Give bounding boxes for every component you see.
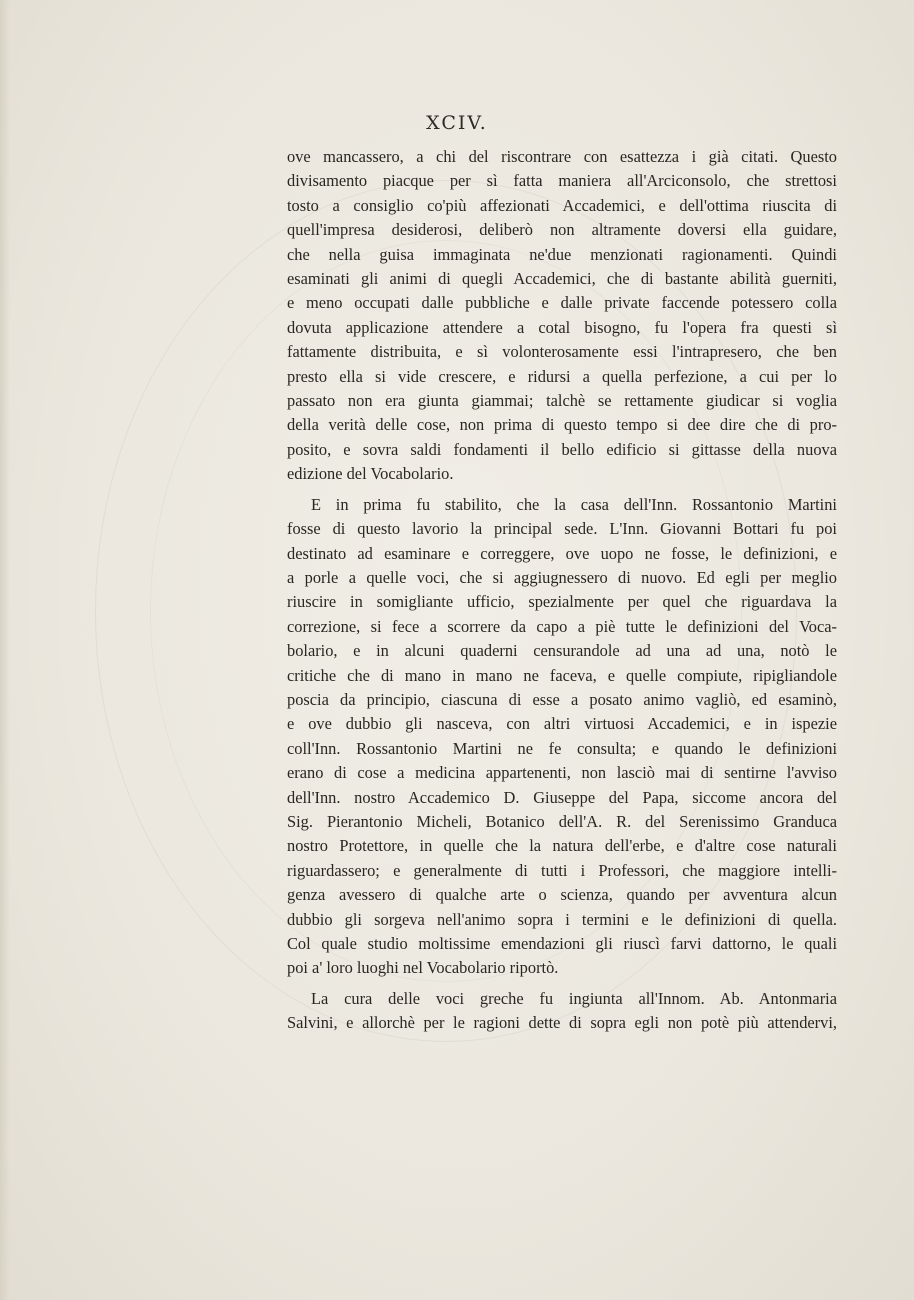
text-line: e ove dubbio gli nasceva, con altri virtuosi Accademici, e in ispezie bbox=[287, 714, 837, 734]
text-line: fosse di questo lavorio la principal sede. L'Inn. Giovanni Bottari fu poi bbox=[287, 519, 837, 539]
text-line: riguardassero; e generalmente di tutti i Professori, che maggiore intelli- bbox=[287, 860, 837, 880]
text-line: nostro Protettore, in quelle che la natura dell'erbe, e d'altre cose naturali bbox=[287, 836, 837, 856]
text-line: Salvini, e allorchè per le ragioni dette di sopra egli non potè più attendervi, bbox=[287, 1013, 837, 1033]
text-line: passato non era giunta giammai; talchè se rettamente giudicar si voglia bbox=[287, 391, 837, 411]
text-line: esaminati gli animi di quegli Accademici, che di bastante abilità guerniti, bbox=[287, 269, 837, 289]
text-line: posito, e sovra saldi fondamenti il bello edificio si gittasse della nuova bbox=[287, 439, 837, 459]
text-line: fattamente distribuita, e sì volonterosamente essi l'intrapresero, che ben bbox=[287, 342, 837, 362]
text-line: ove mancassero, a chi del riscontrare con esattezza i già citati. Questo bbox=[287, 147, 837, 166]
body-text bbox=[287, 145, 837, 1042]
text-line: della verità delle cose, non prima di questo tempo si dee dire che di pro- bbox=[287, 415, 837, 435]
page-edge-shadow bbox=[0, 0, 10, 1300]
text-line: dubbio gli sorgeva nell'animo sopra i termini e le definizioni di quella. bbox=[287, 909, 837, 929]
text-line: bolario, e in alcuni quaderni censurandole ad una ad una, notò le bbox=[287, 641, 837, 661]
text-line: presto ella si vide crescere, e ridursi a quella perfezione, a cui per lo bbox=[287, 366, 837, 386]
text-line: riuscire in somigliante ufficio, spezialmente per quel che riguardava la bbox=[287, 592, 837, 612]
text-line: dell'Inn. nostro Accademico D. Giuseppe del Papa, siccome ancora del bbox=[287, 787, 837, 807]
text-line: destinato ad esaminare e correggere, ove uopo ne fosse, le definizioni, e bbox=[287, 543, 837, 563]
text-line: E in prima fu stabilito, che la casa dell'Inn. Rossantonio Martini bbox=[311, 494, 837, 514]
paragraph-3 bbox=[287, 987, 837, 1036]
text-line: quell'impresa desiderosi, deliberò non altramente doversi ella guidare, bbox=[287, 220, 837, 240]
text-line: e meno occupati dalle pubbliche e dalle private faccende potessero colla bbox=[287, 293, 837, 313]
text-line: poi a' loro luoghi nel Vocabolario riportò. bbox=[287, 958, 559, 978]
text-line: erano di cose a medicina appartenenti, non lasciò mai di sentirne l'avviso bbox=[287, 763, 837, 783]
page-number-header: XCIV. bbox=[426, 112, 488, 134]
text-line: correzione, si fece a scorrere da capo a piè tutte le definizioni del Voca- bbox=[287, 616, 837, 636]
text-line: poscia da principio, ciascuna di esse a posato animo vagliò, ed esaminò, bbox=[287, 689, 837, 709]
paragraph-1 bbox=[287, 145, 837, 487]
text-line: coll'Inn. Rossantonio Martini ne fe consulta; e quando le definizioni bbox=[287, 738, 837, 758]
text-line: tosto a consiglio co'più affezionati Accademici, e dell'ottima riuscita di bbox=[287, 195, 837, 215]
text-line: La cura delle voci greche fu ingiunta all'Innom. Ab. Antonmaria bbox=[311, 988, 837, 1008]
text-line: Col quale studio moltissime emendazioni gli riuscì farvi dattorno, le quali bbox=[287, 934, 837, 953]
text-line: critiche che di mano in mano ne faceva, e quelle compiute, ripigliandole bbox=[287, 665, 837, 685]
text-line: dovuta applicazione attendere a cotal bisogno, fu l'opera fra questi sì bbox=[287, 317, 837, 337]
text-line: Sig. Pierantonio Micheli, Botanico dell'A. R. del Serenissimo Granduca bbox=[287, 811, 837, 831]
paragraph-2 bbox=[287, 493, 837, 981]
text-line: edizione del Vocabolario. bbox=[287, 464, 454, 484]
text-line: divisamento piacque per sì fatta maniera all'Arciconsolo, che strettosi bbox=[287, 171, 837, 191]
text-line: che nella guisa immaginata ne'due menzionati ragionamenti. Quindi bbox=[287, 244, 837, 264]
text-line: genza avessero di qualche arte o scienza, quando per avventura alcun bbox=[287, 885, 837, 905]
text-line: a porle a quelle voci, che si aggiugnessero di nuovo. Ed egli per meglio bbox=[287, 567, 837, 587]
